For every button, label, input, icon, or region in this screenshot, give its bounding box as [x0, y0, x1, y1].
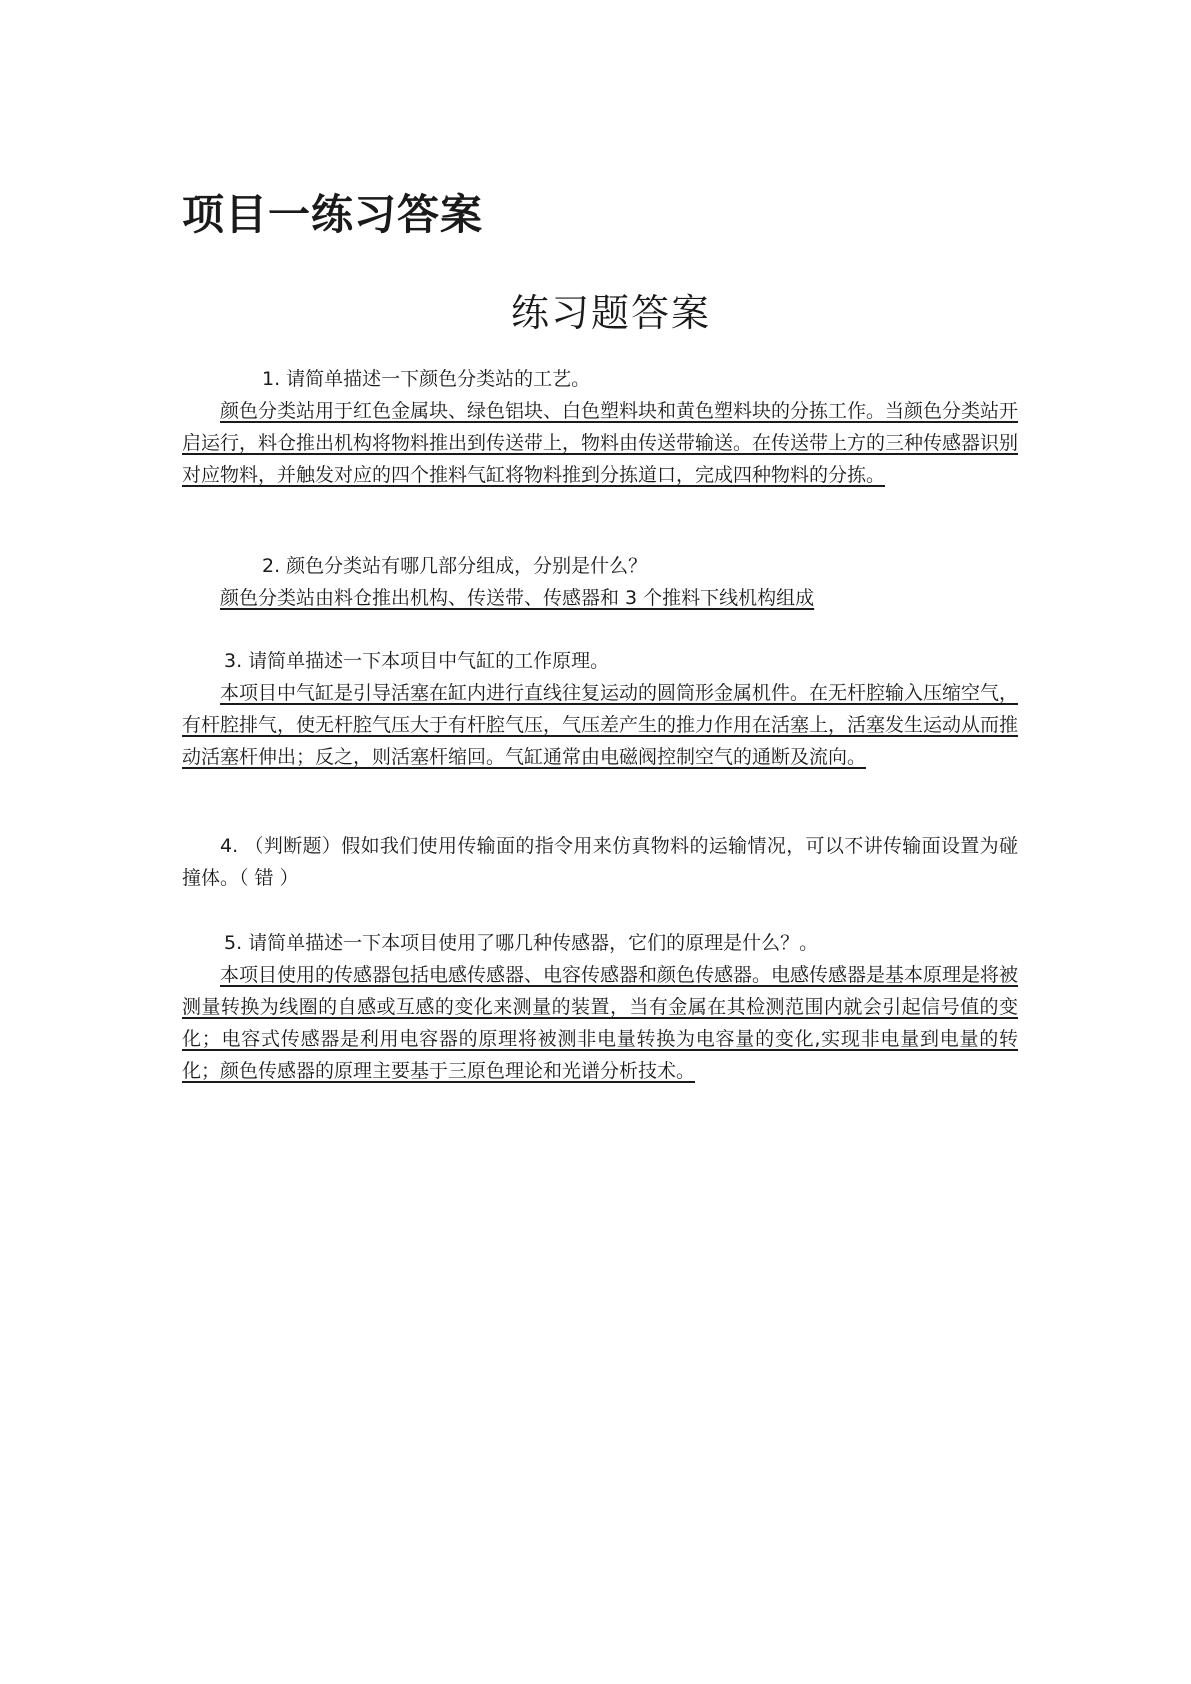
question-text: 1. 请简单描述一下颜色分类站的工艺。	[262, 368, 591, 390]
answer-text: 本项目中气缸是引导活塞在缸内进行直线往复运动的圆筒形金属机件。在无杆腔输入压缩空气，有杆腔排气，使无杆腔气压大于有杆腔气压，气压差产生的推力作用在活塞上，活塞发生运动从而推动活塞杆伸出；反之，则活塞杆缩回。气缸通常由电磁阀控制空气的通断及流向。	[182, 682, 1019, 768]
answer-text: 颜色分类站用于红色金属块、绿色铝块、白色塑料块和黄色塑料块的分拣工作。当颜色分类站开启运行，料仓推出机构将物料推出到传送带上，物料由传送带输送。在传送带上方的三种传感器识别对应物料，并触发对应的四个推料气缸将物料推到分拣道口，完成四种物料的分拣。	[182, 400, 1019, 486]
question-item-4	[182, 830, 1018, 894]
answer-text: 本项目使用的传感器包括电感传感器、电容传感器和颜色传感器。电感传感器是基本原理是将被测量转换为线圈的自感或互感的变化来测量的装置，当有金属在其检测范围内就会引起信号值的变化；电容式传感器是利用电容器的原理将被测非电量转换为电容量的变化,实现非电量到电量的转化；颜色传感器的原理主要基于三原色理论和光谱分析技术。	[182, 964, 1019, 1082]
question-item-1	[182, 363, 1018, 491]
question-text: 3. 请简单描述一下本项目中气缸的工作原理。	[224, 650, 610, 672]
question-item-3	[182, 645, 1018, 773]
section-title: 练习题答案	[510, 291, 711, 335]
question-item-5	[182, 927, 1018, 1087]
question-item-2	[182, 550, 1018, 614]
document-title: 项目一练习答案	[182, 190, 484, 239]
question-text: 4. （判断题）假如我们使用传输面的指令用来仿真物料的运输情况，可以不讲传输面设置为碰撞体。（ 错 ）	[182, 835, 1018, 889]
question-text: 2. 颜色分类站有哪几部分组成，分别是什么？	[262, 555, 648, 577]
answer-text: 颜色分类站由料仓推出机构、传送带、传感器和 3 个推料下线机构组成	[220, 587, 815, 609]
document-page	[182, 185, 1019, 1082]
question-text: 5. 请简单描述一下本项目使用了哪几种传感器，它们的原理是什么？。	[224, 932, 819, 954]
